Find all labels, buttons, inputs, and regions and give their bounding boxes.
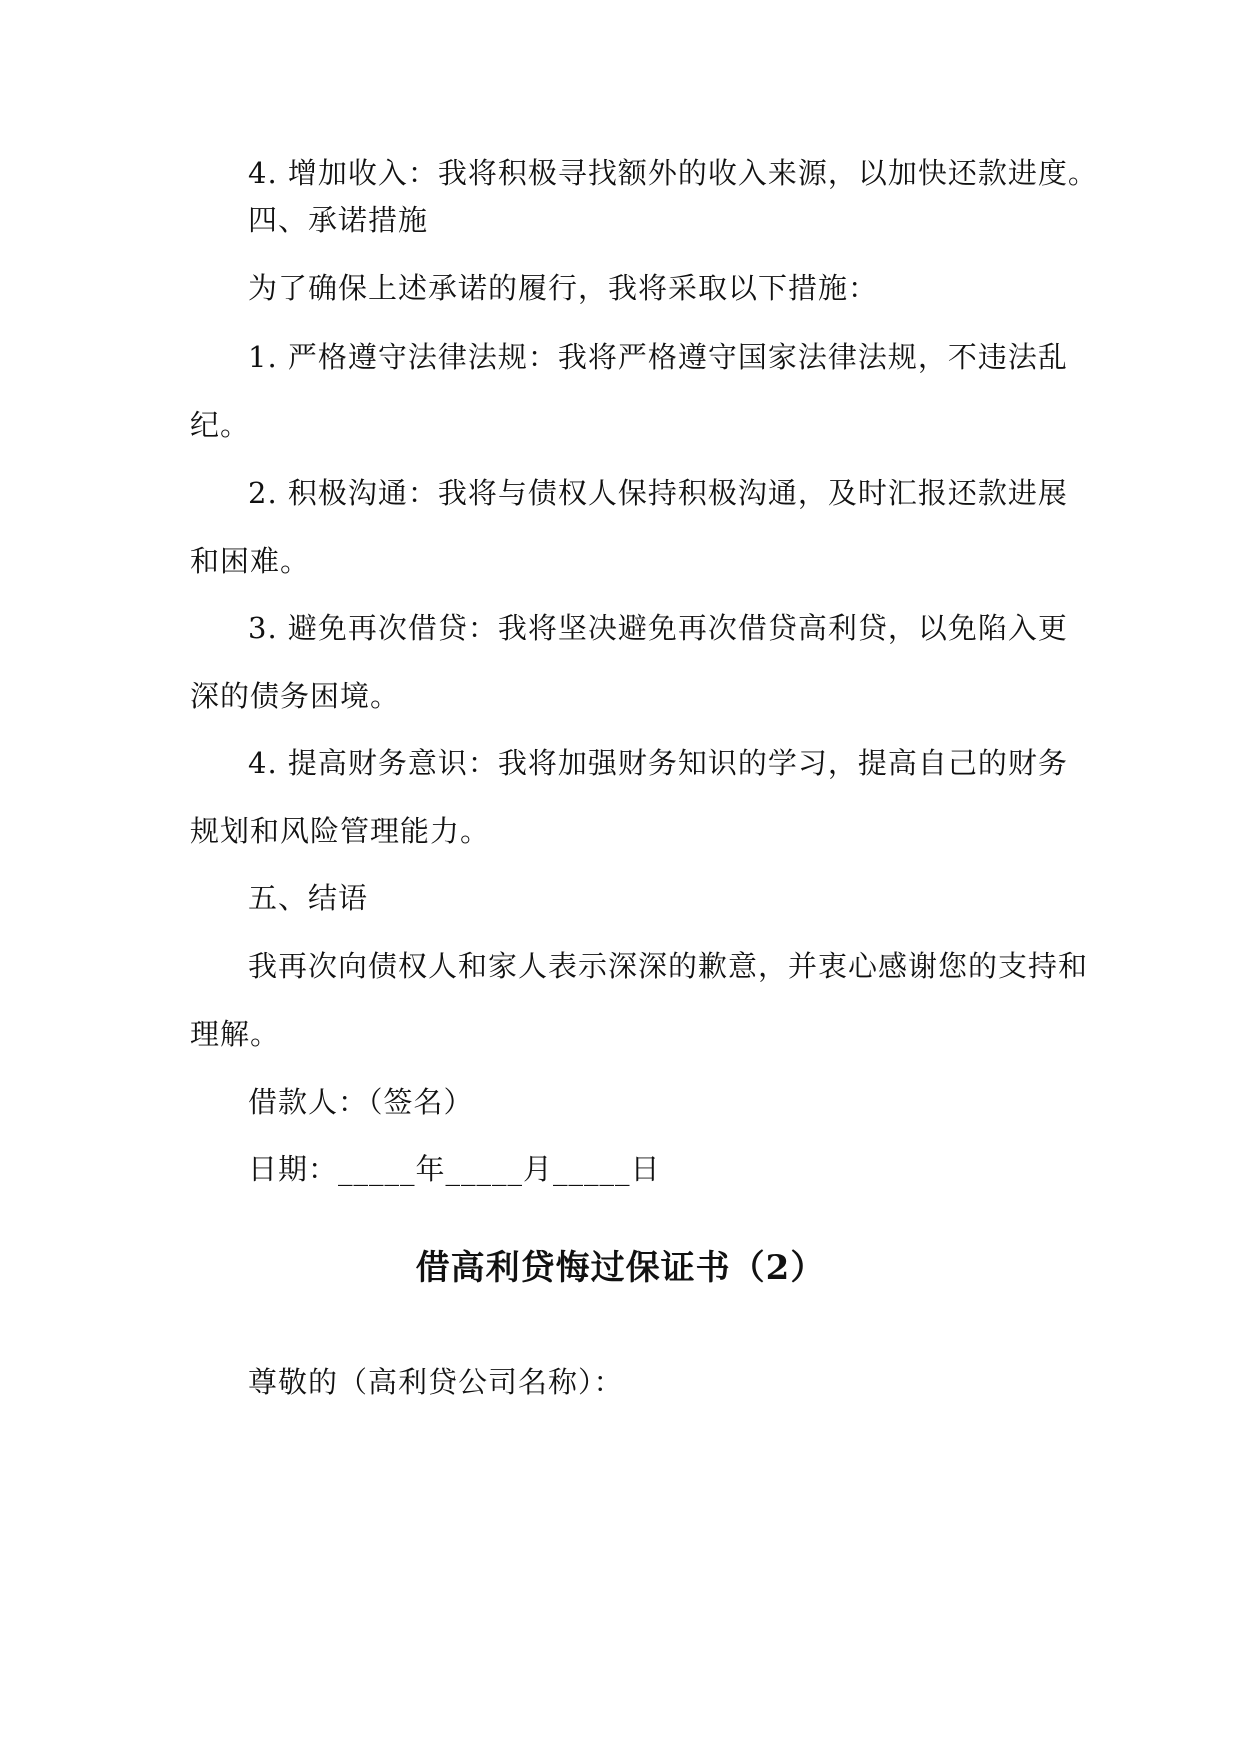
paragraph-line: 为了确保上述承诺的履行，我将采取以下措施： xyxy=(248,271,879,305)
paragraph-line: 2. 积极沟通：我将与债权人保持积极沟通，及时汇报还款进展 xyxy=(248,476,1068,510)
section-heading: 五、结语 xyxy=(248,881,369,915)
paragraph-line: 理解。 xyxy=(190,1017,281,1051)
paragraph-line: 3. 避免再次借贷：我将坚决避免再次借贷高利贷，以免陷入更 xyxy=(248,611,1068,645)
paragraph-line: 我再次向债权人和家人表示深深的歉意，并衷心感谢您的支持和 xyxy=(248,949,1089,983)
paragraph-line: 和困难。 xyxy=(190,544,311,578)
paragraph-line: 1. 严格遵守法律法规：我将严格遵守国家法律法规，不违法乱 xyxy=(248,340,1068,374)
document-title: 借高利贷悔过保证书（2） xyxy=(415,1248,826,1288)
paragraph-line: 纪。 xyxy=(190,408,251,442)
paragraph-line: 规划和风险管理能力。 xyxy=(190,814,491,848)
paragraph-line: 4. 提高财务意识：我将加强财务知识的学习，提高自己的财务 xyxy=(248,746,1068,780)
paragraph-line: 4. 增加收入：我将积极寻找额外的收入来源，以加快还款进度。 xyxy=(248,156,1098,190)
signature-line: 借款人：（签名） xyxy=(248,1085,474,1119)
section-heading: 四、承诺措施 xyxy=(248,203,429,237)
salutation: 尊敬的（高利贷公司名称）： xyxy=(248,1365,624,1399)
date-line: 日期：_____年_____月_____日 xyxy=(248,1152,661,1186)
paragraph-line: 深的债务困境。 xyxy=(190,679,401,713)
